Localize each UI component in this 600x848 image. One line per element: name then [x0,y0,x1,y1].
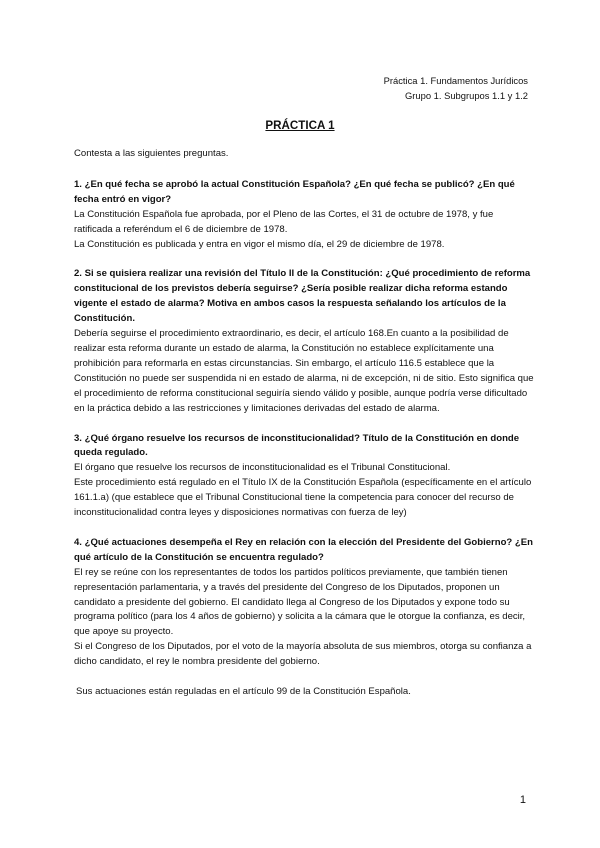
answer-4-paragraph-2: Si el Congreso de los Diputados, por el voto de la mayoría absoluta de sus miembros, otorga su confianza a dicho candidato, el rey le nombra presidente del gobierno. [74,641,532,668]
page-number: 1 [519,794,526,806]
closing-text: Sus actuaciones están reguladas en el artículo 99 de la Constitución Española. [76,686,411,698]
question-block-4 [74,536,534,670]
answer-4-paragraph-1: El rey se reúne con los representantes de todos los partidos políticos previamente, que también tienen representación parlamentaria, y a través del presidente del Congreso de los Diputados, proponen un candidato a presidente del gobierno. El candidato llega al Congreso de los Diputados y expone todo su programa político (para los 4 años de gobierno) y solicita a la cámara que le otorgue la confianza, es decir, que apoye su proyecto. [74,566,526,638]
answer-2-paragraph-1: Debería seguirse el procedimiento extraordinario, es decir, el artículo 168.En cuanto a la posibilidad de realizar esta reforma durante un estado de alarma, la Constitución no establece explícitamente una prohibición para reformarla en estas circunstancias. Sin embargo, el artículo 116.5 establece que la Constitución no puede ser suspendida ni en estado de alarma, ni de excepción, ni de sitio. Esto significa que el procedimiento de reforma constitucional seguiría siendo válido y posible, aunque podría verse dificultado en la práctica debido a las restricciones y limitaciones derivadas del estado de alarma. [74,328,534,414]
page-header [384,73,528,103]
answer-3-paragraph-1: El órgano que resuelve los recursos de inconstitucionalidad es el Tribunal Constitucional. [74,462,451,474]
question-block-1 [74,178,534,253]
answer-3-paragraph-2: Este procedimiento está regulado en el Título IX de la Constitución Española (específicamente en el artículo 161.1.a) (que establece que el Tribunal Constitucional tiene la competencia para conocer del recurso de inconstitucionalidad contra leyes y disposiciones normativas con fuerza de ley) [74,477,532,519]
header-course: Práctica 1. Fundamentos Jurídicos [383,75,528,86]
document-title: PRÁCTICA 1 [265,119,335,132]
question-block-3 [74,432,534,521]
question-4: 4. ¿Qué actuaciones desempeña el Rey en relación con la elección del Presidente del Gobierno? ¿En qué artículo de la Constitución se encuentra regulado? [74,536,533,563]
answer-1-paragraph-2: La Constitución es publicada y entra en vigor el mismo día, el 29 de diciembre de 1978. [74,238,445,250]
header-group: Grupo 1. Subgrupos 1.1 y 1.2 [405,90,528,101]
question-1: 1. ¿En qué fecha se aprobó la actual Constitución Española? ¿En qué fecha se publicó? ¿En qué fecha entró en vigor? [74,178,515,205]
document-body [74,147,534,700]
question-2: 2. Si se quisiera realizar una revisión del Título II de la Constitución: ¿Qué procedimiento de reforma constitucional de los previstos debería seguirse? ¿Sería posible realizar dicha reforma estando vigente el estado de alarma? Motiva en ambos casos la respuesta señalando los artículos de la Constitución. [74,268,531,325]
intro-text: Contesta a las siguientes preguntas. [74,148,229,159]
question-3: 3. ¿Qué órgano resuelve los recursos de inconstitucionalidad? Título de la Constitución en donde queda regulado. [74,432,520,459]
question-block-2 [74,267,534,416]
answer-1-paragraph-1: La Constitución Española fue aprobada, por el Pleno de las Cortes, el 31 de octubre de 1978, y fue ratificada a referéndum el 6 de diciembre de 1978. [74,208,494,235]
